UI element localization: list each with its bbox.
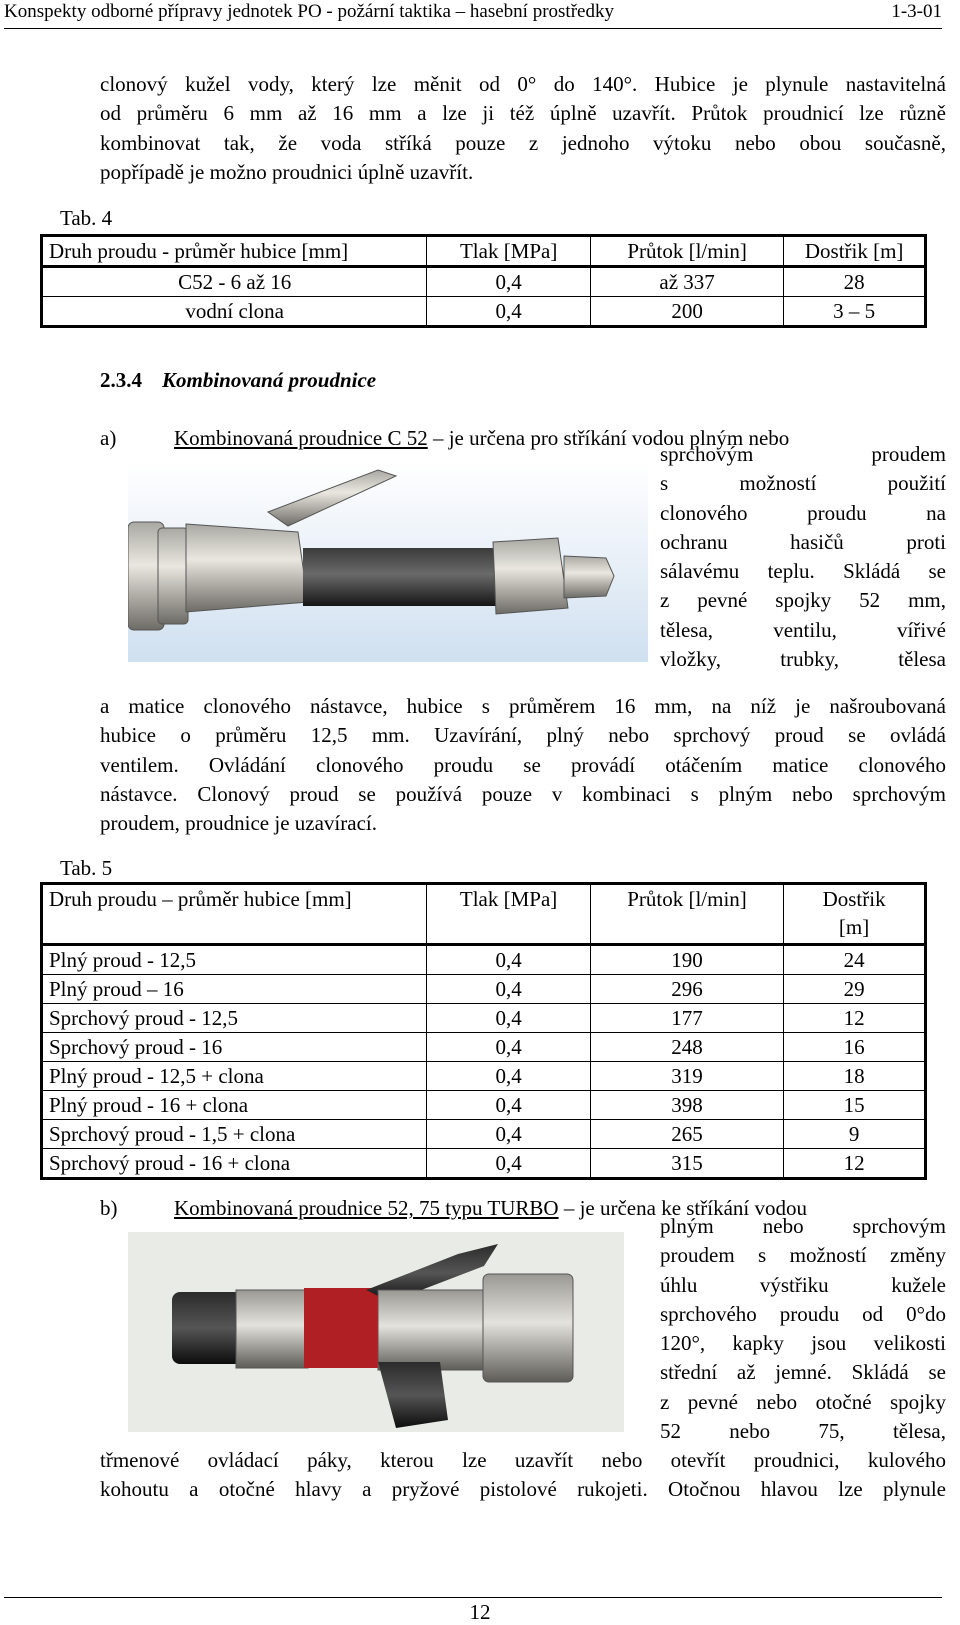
item-b-lead-text: – je určena ke stříkání vodou [558, 1196, 807, 1220]
table-cell: 200 [590, 297, 783, 327]
text-line: kombinovat tak, že voda stříká pouze z jednoho výtoku nebo obou současně, [100, 130, 946, 155]
text-line: 52 nebo 75, tělesa, [660, 1419, 946, 1444]
text-line: od průměru 6 mm až 16 mm a lze ji též úplně uzavřít. Průtok proudnicí lze různě [100, 101, 946, 126]
column-header: Tlak [MPa] [427, 884, 590, 945]
table-cell: 3 – 5 [784, 297, 926, 327]
table-cell: 0,4 [427, 1120, 590, 1149]
text-line: sprchového proudu od 0°do [660, 1301, 946, 1326]
text-line: ventilem. Ovládání clonového proudu se provádí otáčením matice clonového [100, 752, 946, 777]
table-cell: 0,4 [427, 267, 591, 297]
table-cell: 12 [784, 1149, 926, 1179]
table-cell: 0,4 [427, 945, 590, 975]
text-line: třmenové ovládací páky, kterou lze uzavřít nebo otevřít proudnici, kulového [100, 1448, 946, 1472]
table-cell: 265 [590, 1120, 783, 1149]
footer-rule [4, 1597, 942, 1598]
item-a-letter: a) [100, 426, 117, 450]
table-cell: 0,4 [427, 975, 590, 1004]
section-number: 2.3.4 [100, 368, 142, 392]
table-cell: 296 [590, 975, 783, 1004]
text-line: z pevné nebo otočné spojky [660, 1389, 946, 1414]
table-5-label: Tab. 5 [60, 856, 113, 880]
column-header: Dostřik [m] [784, 236, 926, 267]
nozzle-turbo-photo [128, 1232, 624, 1432]
table-cell: 18 [784, 1062, 926, 1091]
table-cell: 315 [590, 1149, 783, 1179]
table-row [42, 297, 926, 327]
text-line: ochranu hasičů proti [660, 529, 946, 554]
text-line: z pevné spojky 52 mm, [660, 588, 946, 613]
table-cell: 0,4 [427, 1004, 590, 1033]
table-row [42, 1120, 926, 1149]
text-line: nástavce. Clonový proud se používá pouze v kombinaci s plným nebo sprchovým [100, 781, 946, 806]
column-header: Průtok [l/min] [590, 236, 783, 267]
section-heading [100, 368, 376, 393]
table-cell: vodní clona [42, 297, 427, 327]
table-cell: 24 [784, 945, 926, 975]
table-cell: 0,4 [427, 1149, 590, 1179]
nozzle-c52-photo [128, 462, 648, 662]
table-cell: 0,4 [427, 1091, 590, 1120]
table-cell: 28 [784, 267, 926, 297]
table-cell: 190 [590, 945, 783, 975]
text-line: 120°, kapky jsou velikosti [660, 1331, 946, 1356]
table-cell: 15 [784, 1091, 926, 1120]
text-line: clonový kužel vody, který lze měnit od 0° do 140°. Hubice je plynule nastavitelná [100, 72, 946, 96]
text-line: sálavému teplu. Skládá se [660, 559, 946, 584]
text-line: hubice o průměru 12,5 mm. Uzavírání, plný nebo sprchový proud se ovládá [100, 723, 946, 748]
text-line: vložky, trubky, tělesa [660, 647, 946, 672]
text-line: střední až jemné. Skládá se [660, 1360, 946, 1385]
table-row [42, 975, 926, 1004]
table-cell: 398 [590, 1091, 783, 1120]
table-cell: Sprchový proud - 1,5 + clona [42, 1120, 427, 1149]
table-row [42, 1149, 926, 1179]
text-line: proudem, proudnice je uzavírací. [100, 811, 377, 836]
text-line: a matice clonového nástavce, hubice s průměrem 16 mm, na níž je našroubovaná [100, 694, 946, 718]
table-4-label: Tab. 4 [60, 206, 113, 230]
table-header-row [42, 236, 926, 267]
table-cell: až 337 [590, 267, 783, 297]
table-cell: Plný proud - 12,5 [42, 945, 427, 975]
text-line: popřípadě je možno proudnici úplně uzavřít. [100, 159, 474, 184]
table-cell: Sprchový proud - 12,5 [42, 1004, 427, 1033]
column-header: Dostřik [m] [784, 884, 926, 945]
table-cell: Plný proud - 16 + clona [42, 1091, 427, 1120]
intro-paragraph [100, 70, 946, 187]
table-row [42, 1033, 926, 1062]
item-a-name: Kombinovaná proudnice C 52 [174, 426, 428, 450]
table-cell: 12 [784, 1004, 926, 1033]
table-cell: 9 [784, 1120, 926, 1149]
text-line: úhlu výstřiku kužele [660, 1272, 946, 1297]
table-row [42, 267, 926, 297]
item-a-lead-text: – je určena pro stříkání vodou plným nebo [427, 426, 790, 450]
running-header [4, 0, 942, 29]
table-cell: Sprchový proud - 16 + clona [42, 1149, 427, 1179]
table-row [42, 1062, 926, 1091]
table-cell: Plný proud - 12,5 + clona [42, 1062, 427, 1091]
table-cell: C52 - 6 až 16 [42, 267, 427, 297]
table-4 [40, 234, 927, 328]
text-line: s možností použití [660, 471, 946, 496]
item-b-letter: b) [100, 1196, 118, 1220]
table-cell: 177 [590, 1004, 783, 1033]
table-cell: 0,4 [427, 1033, 590, 1062]
section-title: Kombinovaná proudnice [162, 368, 377, 392]
item-a-body [100, 692, 946, 838]
column-header: Druh proudu – průměr hubice [mm] [42, 884, 427, 945]
table-cell: 319 [590, 1062, 783, 1091]
table-cell: 0,4 [427, 297, 591, 327]
table-cell: 29 [784, 975, 926, 1004]
column-header: Tlak [MPa] [427, 236, 591, 267]
header-title: Konspekty odborné přípravy jednotek PO - požární taktika – hasební prostředky [4, 1, 614, 22]
page-number: 12 [469, 1600, 491, 1624]
table-header-row [42, 884, 926, 945]
table-cell: Sprchový proud - 16 [42, 1033, 427, 1062]
text-line: sprchovým proudem [660, 442, 946, 466]
text-line: tělesa, ventilu, vířivé [660, 617, 946, 642]
table-row [42, 945, 926, 975]
text-line: proudem s možností změny [660, 1243, 946, 1268]
header-code: 1-3-01 [891, 1, 942, 22]
item-a-side-text [660, 440, 946, 674]
item-b-side-text [660, 1212, 946, 1446]
text-line: plným nebo sprchovým [660, 1214, 946, 1238]
table-cell: Plný proud – 16 [42, 975, 427, 1004]
table-cell: 16 [784, 1033, 926, 1062]
column-header: Průtok [l/min] [590, 884, 783, 945]
table-5 [40, 882, 927, 1180]
item-b-name: Kombinovaná proudnice 52, 75 typu TURBO [174, 1196, 559, 1220]
table-row [42, 1004, 926, 1033]
table-row [42, 1091, 926, 1120]
text-line: clonového proudu na [660, 500, 946, 525]
column-header: Druh proudu - průměr hubice [mm] [42, 236, 427, 267]
table-cell: 0,4 [427, 1062, 590, 1091]
text-line: kohoutu a otočné hlavy a pryžové pistolové rukojeti. Otočnou hlavou lze plynule [100, 1477, 946, 1502]
item-b-body [100, 1446, 946, 1505]
table-cell: 248 [590, 1033, 783, 1062]
